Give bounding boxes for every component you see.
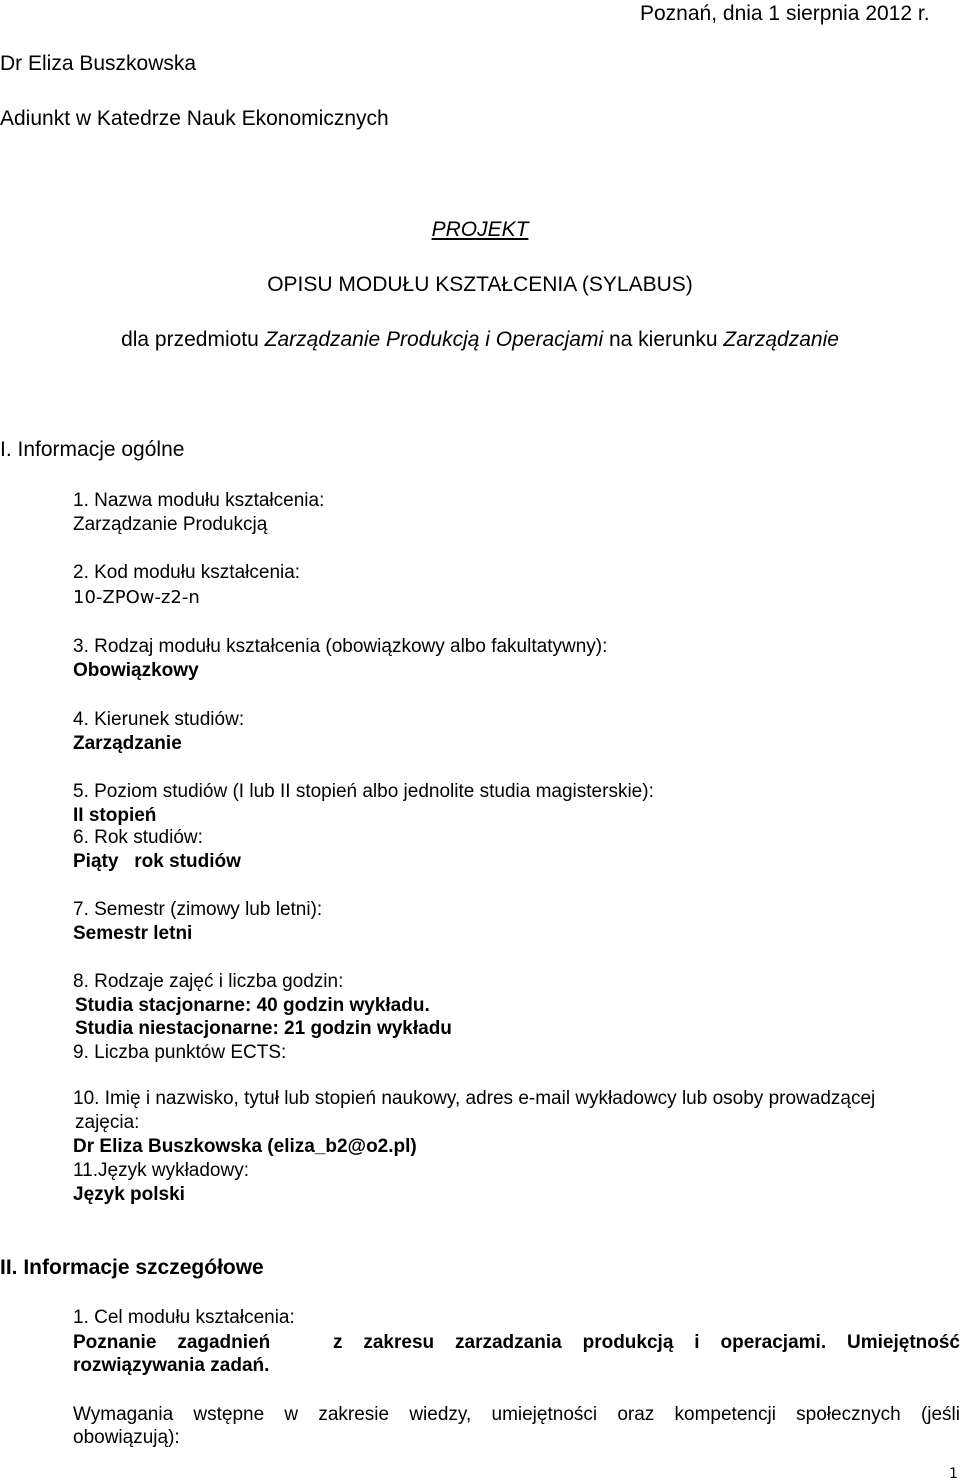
document-date: Poznań, dnia 1 sierpnia 2012 r. [640, 2, 930, 25]
item7-label: 7. Semestr (zimowy lub letni): [73, 899, 323, 920]
section2-item1-line1: Poznanie zagadnień z zakresu zarzadzania produkcją i operacjami. Umiejętność [73, 1332, 960, 1353]
author-title: Adiunkt w Katedrze Nauk Ekonomicznych [0, 107, 389, 130]
item6-label: 6. Rok studiów: [73, 827, 203, 848]
heading-opisu: OPISU MODUŁU KSZTAŁCENIA (SYLABUS) [267, 273, 693, 296]
item1-value: Zarządzanie Produkcją [73, 514, 268, 535]
item1-label: 1. Nazwa modułu kształcenia: [73, 490, 325, 511]
section2-title: II. Informacje szczegółowe [0, 1256, 264, 1279]
item7-value: Semestr letni [73, 923, 193, 944]
item5-label: 5. Poziom studiów (I lub II stopień albo jednolite studia magisterskie): [73, 781, 654, 802]
requirements-line1: Wymagania wstępne w zakresie wiedzy, umiejętności oraz kompetencji społecznych (jeśli [73, 1404, 960, 1425]
section2-item1-line2: rozwiązywania zadań. [73, 1355, 270, 1376]
item10-label2: zajęcia: [75, 1112, 140, 1133]
item11-value: Język polski [73, 1184, 185, 1205]
item9-label: 9. Liczba punktów ECTS: [73, 1042, 287, 1063]
item10-label: 10. Imię i nazwisko, tytuł lub stopień naukowy, adres e-mail wykładowcy lub osoby prowadzącej [73, 1088, 876, 1109]
item6-value: Piąty rok studiów [73, 851, 241, 872]
item5-value: II stopień [73, 805, 157, 826]
requirements-line2: obowiązują): [73, 1427, 180, 1448]
item8-value: Studia stacjonarne: 40 godzin wykładu. [75, 995, 430, 1016]
author-name: Dr Eliza Buszkowska [0, 52, 197, 75]
page-number: 1 [949, 1466, 958, 1482]
item2-label: 2. Kod modułu kształcenia: [73, 562, 301, 583]
item11-label: 11.Język wykładowy: [73, 1160, 249, 1181]
item8-label: 8. Rodzaje zajęć i liczba godzin: [73, 971, 344, 992]
section2-item1-label: 1. Cel modułu kształcenia: [73, 1307, 295, 1328]
heading-projekt: PROJEKT [431, 218, 529, 241]
item4-value: Zarządzanie [73, 733, 182, 754]
item3-value: Obowiązkowy [73, 660, 199, 681]
item2-value: 10-ZPOw-z2-n [73, 587, 200, 608]
heading-subject-line: dla przedmiotu Zarządzanie Produkcją i Operacjami na kierunku Zarządzanie [121, 328, 839, 351]
section1-title: I. Informacje ogólne [0, 438, 185, 461]
item4-label: 4. Kierunek studiów: [73, 709, 245, 730]
item10-value: Dr Eliza Buszkowska (eliza_b2@o2.pl) [73, 1136, 417, 1157]
item8-value2: Studia niestacjonarne: 21 godzin wykładu [75, 1018, 452, 1039]
item3-label: 3. Rodzaj modułu kształcenia (obowiązkowy albo fakultatywny): [73, 636, 608, 657]
